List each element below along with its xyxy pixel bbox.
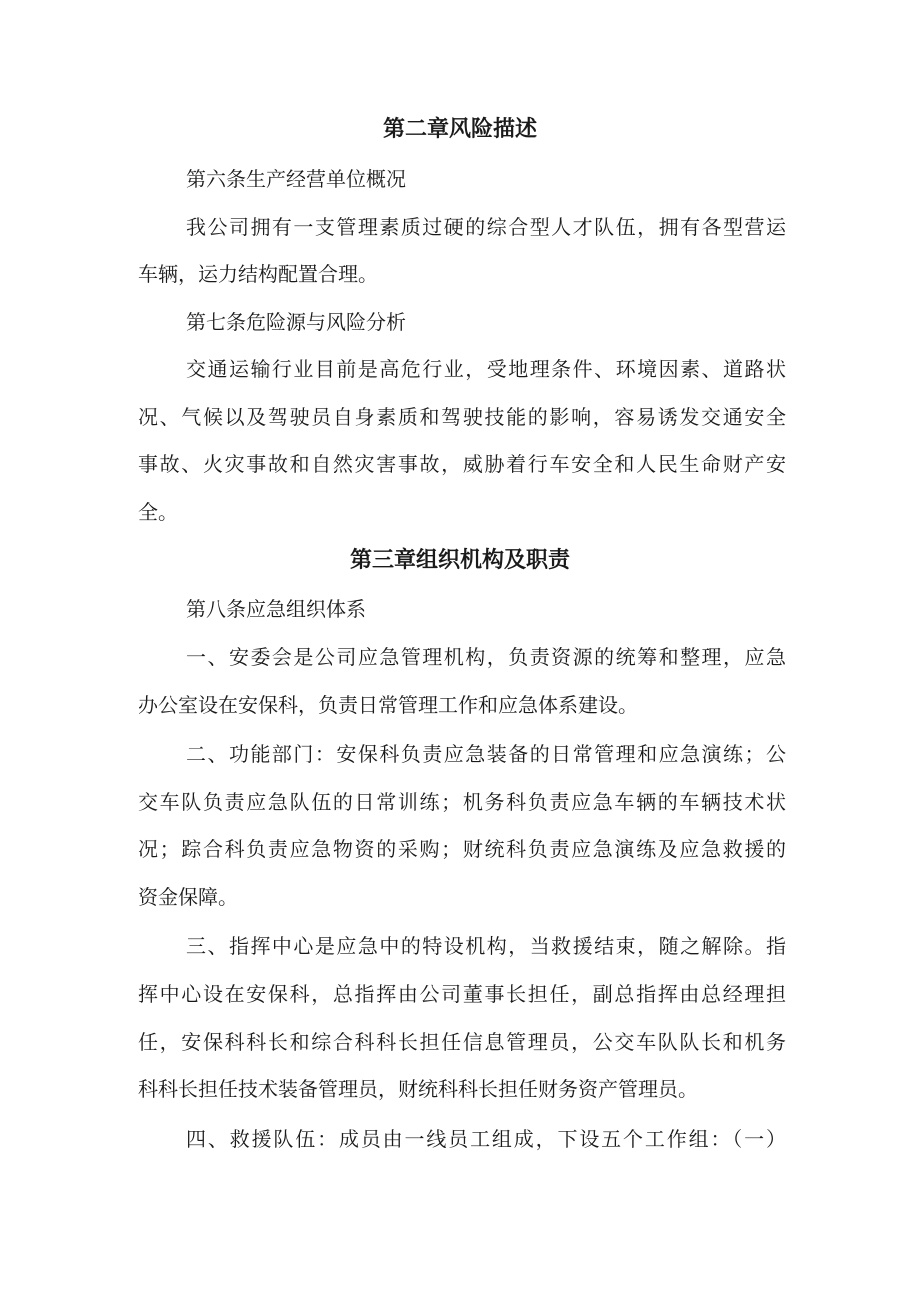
chapter-2-title: 第二章风险描述 xyxy=(382,117,537,142)
article-8-p1-line-1: 一、安委会是公司应急管理机构，负责资源的统筹和整理，应急 xyxy=(186,645,786,669)
article-8-title: 第八条应急组织体系 xyxy=(186,597,366,621)
article-6-line-2: 车辆，运力结构配置合理。 xyxy=(138,262,378,286)
chapter-3-title: 第三章组织机构及职责 xyxy=(349,548,570,573)
article-7-line-4: 全。 xyxy=(138,500,178,524)
article-8-p3-line-1: 三、指挥中心是应急中的特设机构，当救援结束，随之解除。指 xyxy=(186,934,786,958)
article-8-p3-line-3: 任，安保科科长和综合科科长担任信息管理员，公交车队队长和机务 xyxy=(138,1030,786,1054)
article-8-p1-line-2: 办公室设在安保科，负责日常管理工作和应急体系建设。 xyxy=(138,693,638,717)
article-7-line-2: 况、气候以及驾驶员自身素质和驾驶技能的影响，容易诱发交通安全 xyxy=(138,405,786,429)
article-8-p4-line-1: 四、救援队伍：成员由一线员工组成，下设五个工作组：（一） xyxy=(186,1127,786,1151)
article-6-title: 第六条生产经营单位概况 xyxy=(186,167,406,191)
article-8-p2-line-2: 交车队负责应急队伍的日常训练；机务科负责应急车辆的车辆技术状 xyxy=(138,790,786,814)
article-8-p2-line-4: 资金保障。 xyxy=(138,885,238,909)
article-8-p2-line-3: 况；踪合科负责应急物资的采购；财统科负责应急演练及应急救援的 xyxy=(138,837,786,861)
article-8-p3-line-2: 挥中心设在安保科，总指挥由公司董事长担任，副总指挥由总经理担 xyxy=(138,982,786,1006)
article-7-line-3: 事故、火灾事故和自然灾害事故，威胁着行车安全和人民生命财产安 xyxy=(138,452,786,476)
article-8-p3-line-4: 科科长担任技术装备管理员，财统科科长担任财务资产管理员。 xyxy=(138,1077,698,1101)
article-7-line-1: 交通运输行业目前是高危行业，受地理条件、环境因素、道路状 xyxy=(186,357,786,381)
article-8-p2-line-1: 二、功能部门：安保科负责应急装备的日常管理和应急演练；公 xyxy=(186,742,786,766)
article-7-title: 第七条危险源与风险分析 xyxy=(186,310,406,334)
article-6-line-1: 我公司拥有一支管理素质过硬的综合型人才队伍，拥有各型营运 xyxy=(186,215,786,239)
